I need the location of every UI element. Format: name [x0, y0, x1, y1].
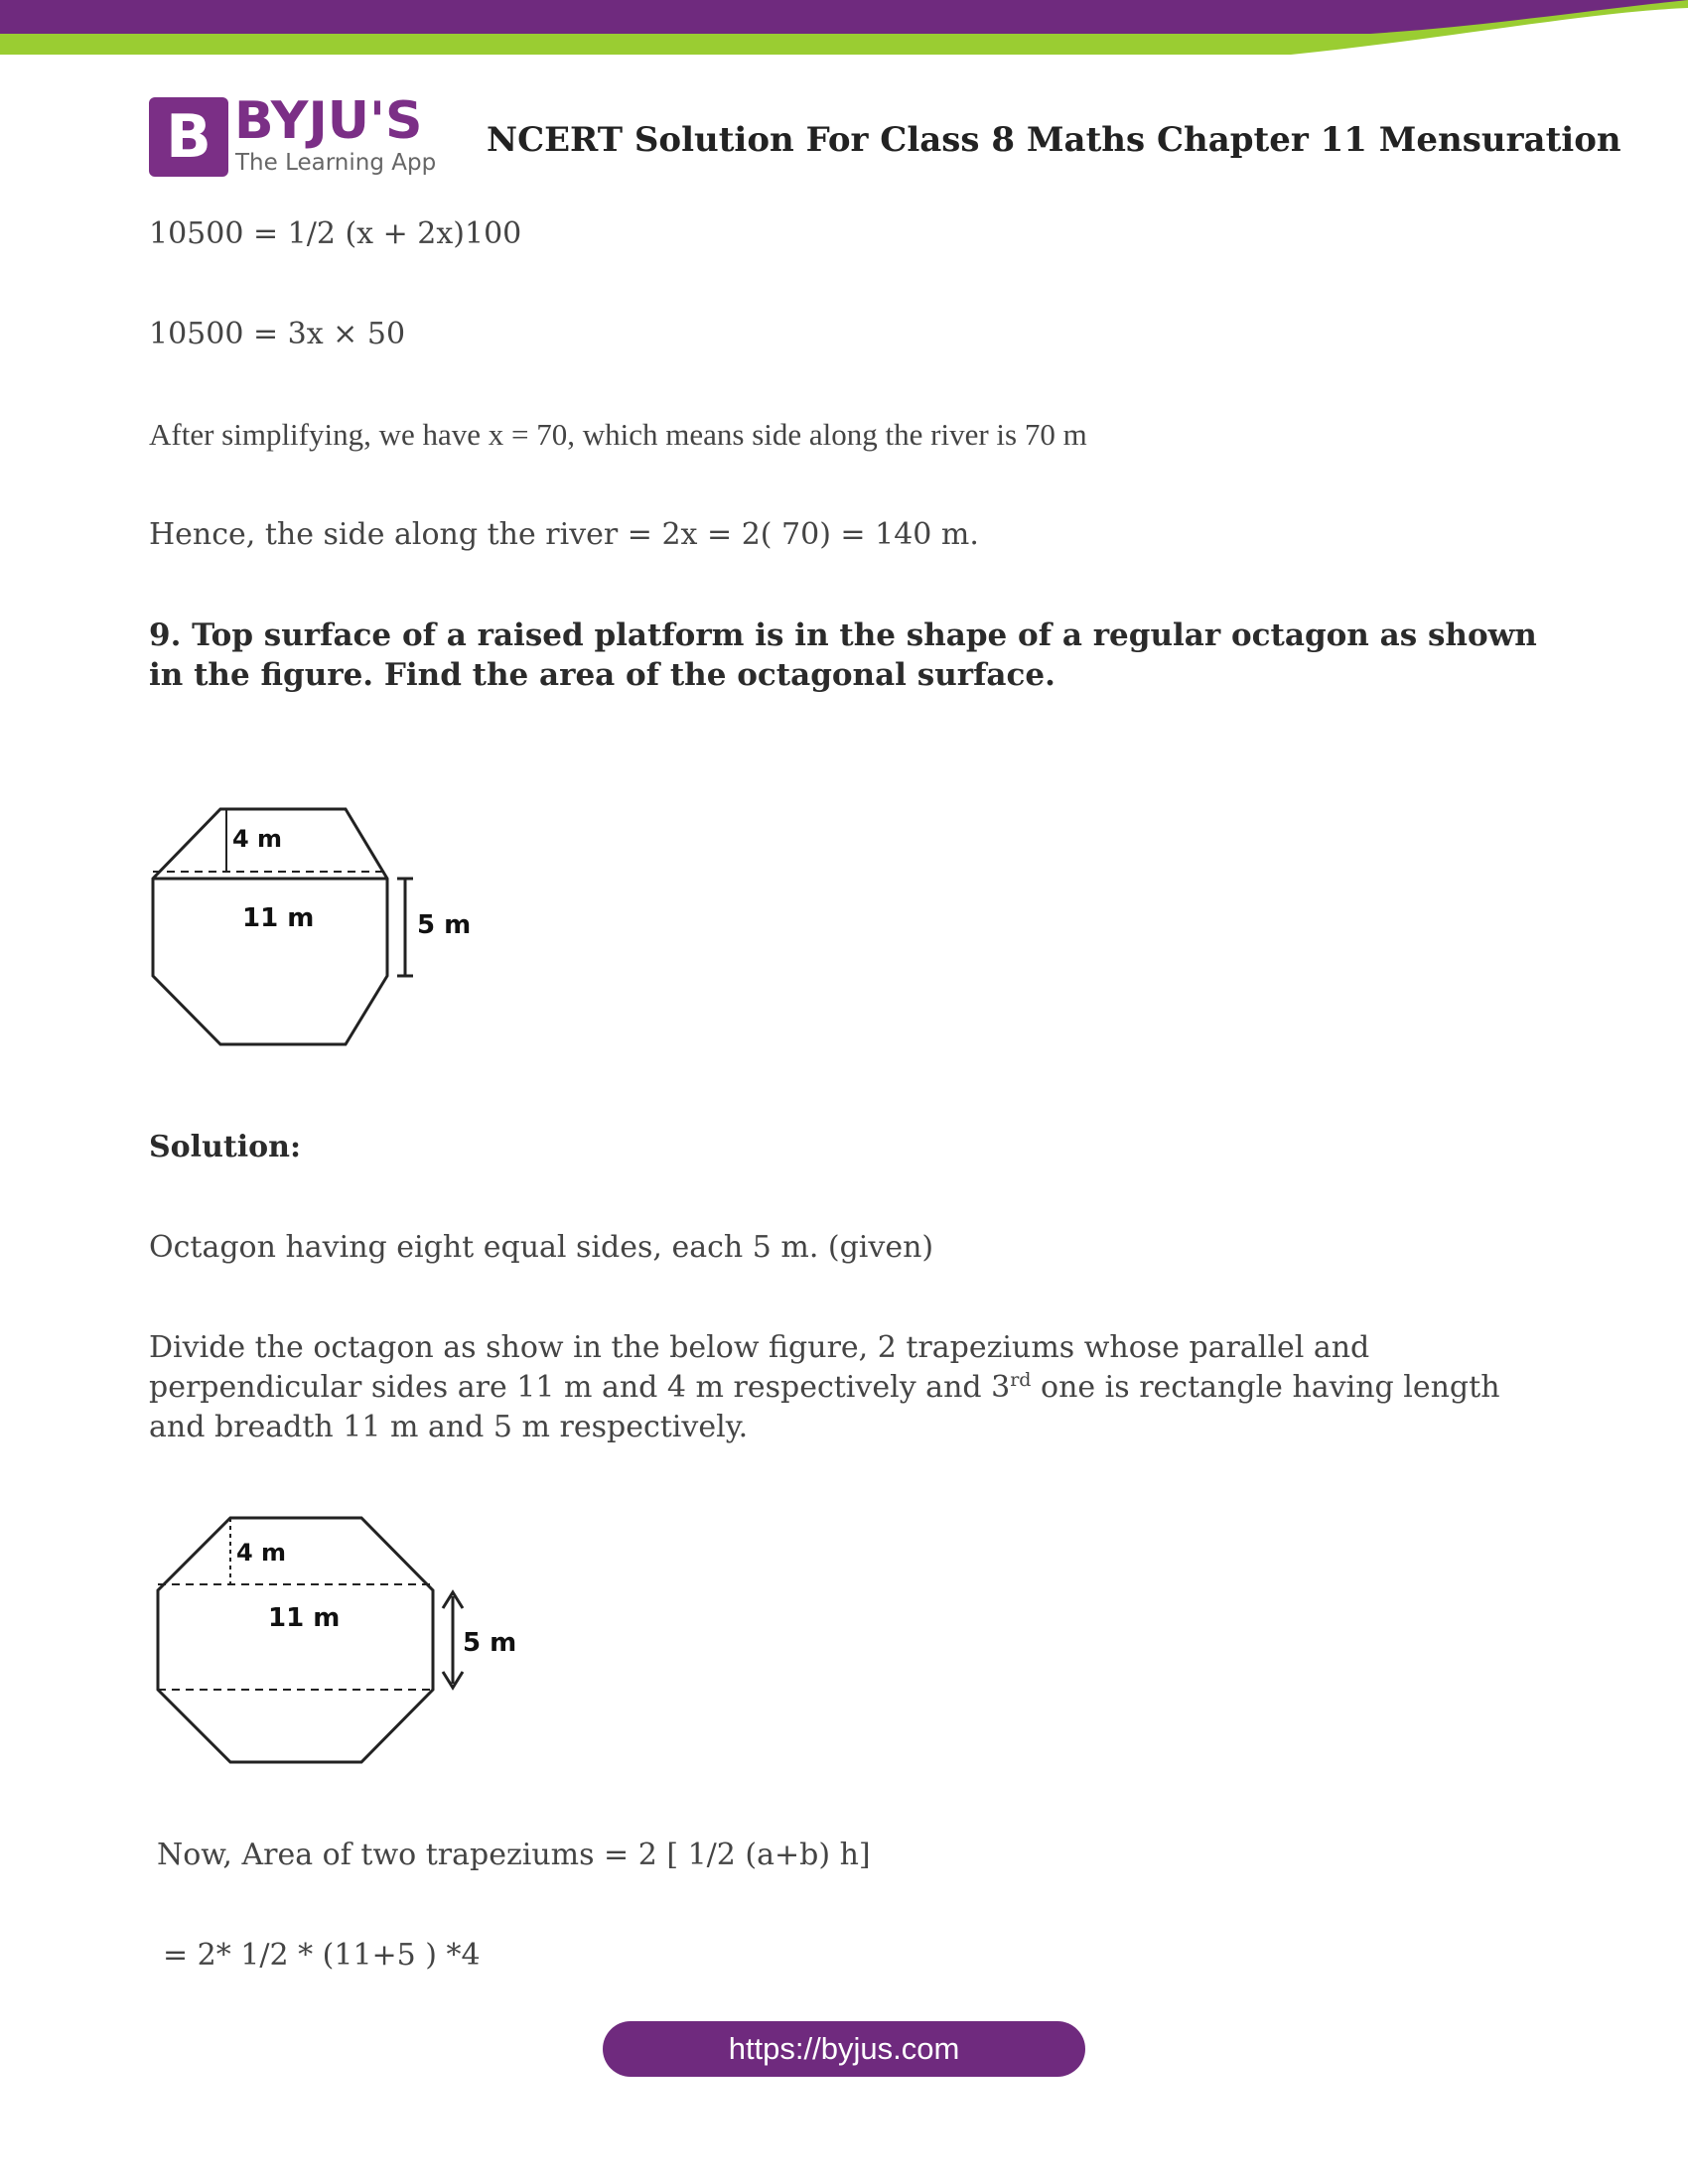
octagon-figure-2 [149, 1509, 526, 1777]
calculation-line: = 2* 1/2 * (11+5 ) *4 [163, 1938, 481, 1973]
footer-link-pill[interactable] [603, 2021, 1085, 2077]
equation-line-1: 10500 = 1/2 (x + 2x)100 [149, 216, 522, 251]
equation-line-2: 10500 = 3x × 50 [149, 317, 406, 351]
given-statement: Octagon having eight equal sides, each 5 m. (given) [149, 1230, 934, 1265]
hence-statement: Hence, the side along the river = 2x = 2( 70) = 140 m. [149, 517, 979, 552]
fig2-side-label: 5 m [463, 1628, 517, 1658]
simplify-statement: After simplifying, we have x = 70, which means side along the river is 70 m [149, 417, 1087, 452]
fig1-height-label: 4 m [232, 825, 283, 853]
divide-text-part-2: one is rectangle having length and breadth 11 m and 5 m respectively. [149, 1370, 1500, 1444]
brand-name: BYJU'S [234, 91, 423, 151]
page-title: NCERT Solution For Class 8 Maths Chapter 11 Mensuration [487, 120, 1621, 160]
ordinal-suffix: rd [1010, 1369, 1032, 1391]
fig2-width-label: 11 m [268, 1603, 341, 1633]
question-9: 9. Top surface of a raised platform is in the shape of a regular octagon as shown in the figure. Find the area of the octagonal surface. [149, 617, 1537, 693]
footer-url[interactable]: https://byjus.com [728, 2031, 960, 2066]
brand-tagline: The Learning App [235, 150, 437, 176]
fig2-height-label: 4 m [236, 1539, 287, 1567]
area-formula-line: Now, Area of two trapeziums = 2 [ 1/2 (a+b) h] [157, 1838, 871, 1872]
divide-paragraph [149, 1328, 1549, 1447]
solution-label: Solution: [149, 1130, 302, 1164]
top-color-band [0, 0, 1688, 60]
fig1-width-label: 11 m [242, 903, 315, 933]
divide-text-part-1: Divide the octagon as show in the below figure, 2 trapeziums whose parallel and perpendicular sides are 11 m and 4 m respectively and 3 [149, 1330, 1370, 1405]
byjus-logo [149, 97, 228, 177]
fig1-side-label: 5 m [417, 910, 472, 940]
logo-letter: B [166, 102, 211, 172]
octagon-figure-1 [149, 799, 487, 1057]
